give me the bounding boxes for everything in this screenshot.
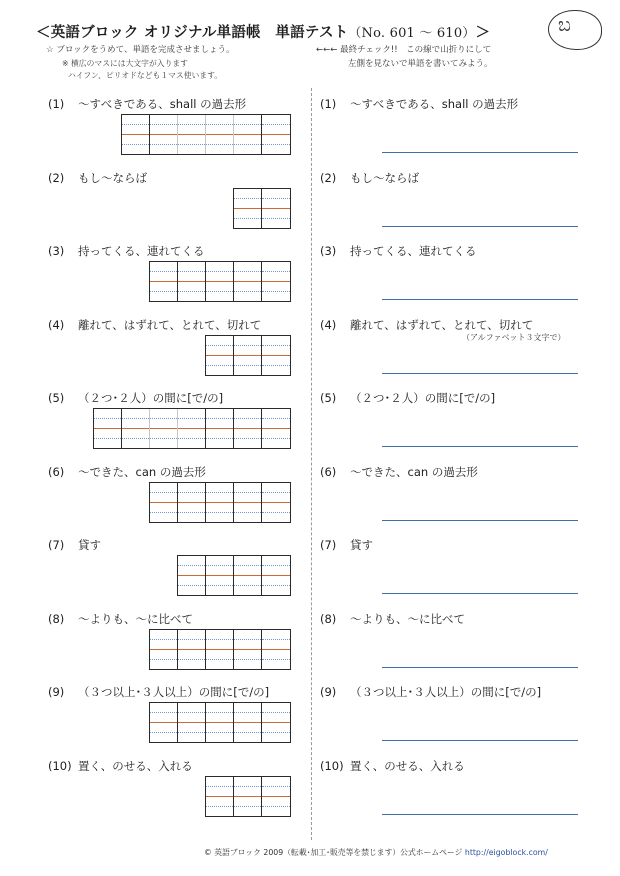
answer-line[interactable]	[382, 299, 578, 300]
mascot-face-icon: ಬ	[558, 14, 571, 36]
baseline	[206, 649, 233, 650]
baseline	[150, 722, 177, 723]
baseline	[150, 428, 177, 429]
baseline	[206, 502, 233, 503]
question-text: ～できた、can の過去形	[350, 465, 478, 479]
baseline	[178, 428, 205, 429]
question-number: (5)	[320, 391, 337, 405]
question-number: (1)	[48, 97, 65, 111]
letter-cell[interactable]	[150, 483, 178, 522]
letter-cell[interactable]	[206, 262, 234, 301]
question-number: (8)	[48, 612, 65, 626]
letter-cell[interactable]	[206, 703, 234, 742]
letter-cell[interactable]	[122, 409, 150, 448]
question-number: (3)	[48, 244, 65, 258]
baseline	[234, 281, 261, 282]
question-text: 置く、のせる、入れる	[350, 759, 465, 773]
title-close: ＞	[475, 25, 491, 41]
letter-cell[interactable]	[150, 409, 178, 448]
letter-cell[interactable]	[178, 262, 206, 301]
answer-line[interactable]	[382, 520, 578, 521]
question-text: 置く、のせる、入れる	[78, 759, 193, 773]
question-number: (2)	[48, 171, 65, 185]
letter-cell[interactable]	[122, 115, 150, 154]
letter-cell[interactable]	[262, 777, 290, 816]
baseline	[206, 722, 233, 723]
baseline	[262, 428, 290, 429]
answer-line[interactable]	[382, 593, 578, 594]
letter-cell[interactable]	[262, 483, 290, 522]
question-text: もし～ならば	[78, 171, 147, 185]
baseline	[150, 134, 177, 135]
letter-cell[interactable]	[206, 483, 234, 522]
question-left	[48, 96, 246, 112]
baseline	[262, 796, 290, 797]
baseline	[234, 575, 261, 576]
mascot-logo	[548, 10, 602, 50]
baseline	[234, 502, 261, 503]
letter-cell[interactable]	[262, 336, 290, 375]
letter-cell[interactable]	[94, 409, 122, 448]
baseline	[178, 281, 205, 282]
letter-cell[interactable]	[150, 630, 178, 669]
question-text: 貸す	[78, 538, 101, 552]
baseline	[262, 281, 290, 282]
answer-line[interactable]	[382, 373, 578, 374]
question-left	[48, 611, 193, 627]
question-number: (6)	[48, 465, 65, 479]
letter-cell[interactable]	[206, 777, 234, 816]
letter-cell[interactable]	[178, 115, 206, 154]
word-block-grid[interactable]	[177, 555, 291, 596]
question-right	[320, 170, 419, 186]
letter-cell[interactable]	[234, 703, 262, 742]
question-number: (10)	[48, 759, 72, 773]
question-number: (9)	[48, 685, 65, 699]
question-number: (7)	[48, 538, 65, 552]
letter-cell[interactable]	[234, 630, 262, 669]
baseline	[206, 134, 233, 135]
answer-line[interactable]	[382, 152, 578, 153]
letter-cell[interactable]	[178, 483, 206, 522]
question-right	[320, 464, 478, 480]
question-right	[320, 243, 477, 259]
baseline	[206, 796, 233, 797]
baseline	[178, 649, 205, 650]
question-left	[48, 317, 261, 333]
baseline	[178, 575, 205, 576]
baseline	[206, 355, 233, 356]
letter-cell[interactable]	[234, 777, 262, 816]
letter-cell[interactable]	[262, 115, 290, 154]
question-text: （３つ以上･３人以上）の間に[で/の]	[350, 685, 542, 699]
baseline	[262, 722, 290, 723]
word-block-grid[interactable]	[149, 482, 291, 523]
question-number: (9)	[320, 685, 337, 699]
question-text: 貸す	[350, 538, 373, 552]
baseline	[234, 355, 261, 356]
letter-cell[interactable]	[262, 262, 290, 301]
question-right	[320, 390, 495, 406]
baseline	[262, 208, 290, 209]
question-number: (10)	[320, 759, 344, 773]
question-left	[48, 390, 223, 406]
letter-cell[interactable]	[234, 262, 262, 301]
baseline	[206, 575, 233, 576]
letter-cell[interactable]	[234, 483, 262, 522]
question-left	[48, 170, 147, 186]
word-block-grid[interactable]	[121, 114, 291, 155]
letter-cell[interactable]	[206, 630, 234, 669]
letter-cell[interactable]	[234, 556, 262, 595]
letter-cell[interactable]	[178, 409, 206, 448]
baseline	[150, 281, 177, 282]
baseline	[178, 722, 205, 723]
baseline	[178, 502, 205, 503]
baseline	[262, 134, 290, 135]
baseline	[234, 649, 261, 650]
instruction-right-2: 左側を見ないで単語を書いてみよう。	[348, 59, 493, 69]
baseline	[150, 649, 177, 650]
instruction-left-1: ☆ ブロックをうめて、単語を完成させましょう。	[46, 45, 235, 55]
letter-cell[interactable]	[178, 630, 206, 669]
baseline	[122, 428, 149, 429]
baseline	[122, 134, 149, 135]
question-hint: （アルファベット３文字で）	[462, 333, 566, 342]
letter-cell[interactable]	[206, 115, 234, 154]
question-right	[320, 96, 518, 112]
page-title: ＜英語ブロック オリジナル単語帳 単語テスト（No. 601 ～ 610）＞	[36, 25, 491, 41]
footer-copyright: © 英語ブロック 2009（転載･加工･販売等を禁じます）公式ホームページ	[204, 848, 463, 857]
question-right	[320, 611, 465, 627]
baseline	[262, 575, 290, 576]
question-left	[48, 758, 193, 774]
baseline	[234, 428, 261, 429]
word-block-grid[interactable]	[93, 408, 291, 449]
baseline	[234, 134, 261, 135]
fold-line	[311, 88, 312, 840]
question-text: ～よりも、～に比べて	[350, 612, 465, 626]
instruction-left-3: ハイフン、ピリオドなども１マス使います。	[68, 71, 223, 80]
question-left	[48, 243, 205, 259]
footer-url[interactable]: http://eigoblock.com/	[464, 848, 548, 857]
question-text: 離れて、はずれて、とれて、切れて	[78, 318, 262, 332]
answer-line[interactable]	[382, 740, 578, 741]
title-range: （No. 601 ～ 610）	[348, 26, 476, 41]
letter-cell[interactable]	[234, 115, 262, 154]
question-left	[48, 537, 101, 553]
baseline	[234, 722, 261, 723]
baseline	[206, 281, 233, 282]
question-text: （３つ以上･３人以上）の間に[で/の]	[78, 685, 270, 699]
question-number: (6)	[320, 465, 337, 479]
letter-cell[interactable]	[206, 409, 234, 448]
question-right	[320, 537, 373, 553]
letter-cell[interactable]	[206, 336, 234, 375]
letter-cell[interactable]	[206, 556, 234, 595]
answer-line[interactable]	[382, 667, 578, 668]
question-text: ～できた、can の過去形	[78, 465, 206, 479]
instruction-right-1: ←←← 最終チェック!! この線で山折りにして	[316, 45, 492, 55]
baseline	[178, 134, 205, 135]
word-block-grid[interactable]	[149, 702, 291, 743]
question-number: (5)	[48, 391, 65, 405]
letter-cell[interactable]	[262, 630, 290, 669]
question-text: 離れて、はずれて、とれて、切れて	[350, 318, 534, 332]
letter-cell[interactable]	[150, 262, 178, 301]
answer-line[interactable]	[382, 446, 578, 447]
letter-cell[interactable]	[178, 703, 206, 742]
question-number: (7)	[320, 538, 337, 552]
question-right	[320, 317, 533, 333]
word-block-grid[interactable]	[233, 188, 291, 229]
baseline	[94, 428, 121, 429]
question-text: もし～ならば	[350, 171, 419, 185]
letter-cell[interactable]	[234, 409, 262, 448]
baseline	[262, 649, 290, 650]
question-text: ～よりも、～に比べて	[78, 612, 193, 626]
word-block-grid[interactable]	[149, 261, 291, 302]
baseline	[262, 355, 290, 356]
letter-cell[interactable]	[262, 189, 290, 228]
letter-cell[interactable]	[262, 409, 290, 448]
question-number: (2)	[320, 171, 337, 185]
question-text: 持ってくる、連れてくる	[350, 244, 477, 258]
baseline	[206, 428, 233, 429]
question-right	[320, 758, 465, 774]
question-left	[48, 684, 269, 700]
letter-cell[interactable]	[234, 189, 262, 228]
baseline	[234, 796, 261, 797]
letter-cell[interactable]	[150, 115, 178, 154]
letter-cell[interactable]	[234, 336, 262, 375]
question-text: ～すべきである、shall の過去形	[350, 97, 519, 111]
question-text: （２つ･２人）の間に[で/の]	[350, 391, 496, 405]
letter-cell[interactable]	[262, 556, 290, 595]
word-block-grid[interactable]	[149, 629, 291, 670]
question-text: 持ってくる、連れてくる	[78, 244, 205, 258]
question-number: (3)	[320, 244, 337, 258]
question-number: (8)	[320, 612, 337, 626]
question-number: (1)	[320, 97, 337, 111]
letter-cell[interactable]	[178, 556, 206, 595]
baseline	[150, 502, 177, 503]
baseline	[234, 208, 261, 209]
instruction-left-2: ※ 横広のマスには大文字が入ります	[62, 59, 188, 68]
question-text: （２つ･２人）の間に[で/の]	[78, 391, 224, 405]
answer-line[interactable]	[382, 226, 578, 227]
baseline	[262, 502, 290, 503]
word-block-grid[interactable]	[205, 335, 291, 376]
footer	[204, 847, 548, 858]
letter-cell[interactable]	[262, 703, 290, 742]
question-left	[48, 464, 206, 480]
question-text: ～すべきである、shall の過去形	[78, 97, 247, 111]
answer-line[interactable]	[382, 814, 578, 815]
word-block-grid[interactable]	[205, 776, 291, 817]
question-right	[320, 684, 541, 700]
question-number: (4)	[320, 318, 337, 332]
question-number: (4)	[48, 318, 65, 332]
letter-cell[interactable]	[150, 703, 178, 742]
